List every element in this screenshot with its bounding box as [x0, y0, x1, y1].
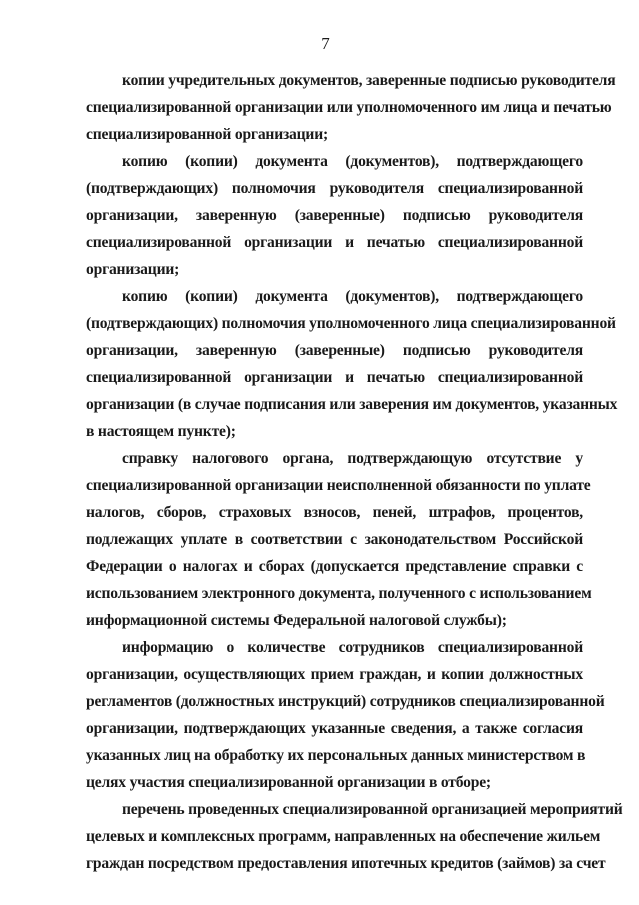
text-line: специализированной организации и печатью специализированной — [86, 369, 583, 386]
paragraph — [86, 445, 592, 634]
text-line: (подтверждающих) полномочия уполномоченного лица специализированной — [86, 315, 616, 332]
text-line: копию (копии) документа (документов), подтверждающего — [122, 153, 583, 170]
text-line: справку налогового органа, подтверждающую отсутствие у — [122, 450, 583, 467]
text-line: информационной системы Федеральной налоговой службы); — [86, 612, 507, 629]
text-line: специализированной организации или уполномоченного им лица и печатью — [86, 99, 612, 116]
text-line: (подтверждающих) полномочия руководителя специализированной — [86, 180, 583, 197]
text-line: организации (в случае подписания или заверения им документов, указанных — [86, 396, 618, 413]
text-line: использованием электронного документа, полученного с использованием — [86, 585, 592, 602]
text-line: граждан посредством предоставления ипотечных кредитов (займов) за счет — [86, 855, 606, 872]
text-line: специализированной организации; — [86, 126, 328, 143]
paragraph — [86, 283, 618, 445]
text-line: информацию о количестве сотрудников специализированной — [122, 639, 583, 656]
page-number: 7 — [321, 34, 330, 53]
text-line: Федерации о налогах и сборах (допускается представление справки с — [86, 558, 583, 575]
text-line: целях участия специализированной организации в отборе; — [86, 774, 491, 791]
text-line: копии учредительных документов, заверенные подписью руководителя — [122, 72, 616, 89]
paragraph — [86, 67, 616, 148]
paragraph — [86, 148, 583, 283]
text-line: налогов, сборов, страховых взносов, пеней, штрафов, процентов, — [86, 504, 583, 521]
text-line: в настоящем пункте); — [86, 423, 236, 440]
text-line: организации, подтверждающих указанные сведения, а также согласия — [86, 720, 583, 737]
text-line: организации; — [86, 261, 180, 278]
text-line: организации, заверенную (заверенные) подписью руководителя — [86, 342, 583, 359]
text-line: перечень проведенных специализированной организацией мероприятий — [122, 801, 623, 818]
text-line: копию (копии) документа (документов), подтверждающего — [122, 288, 583, 305]
text-line: специализированной организации и печатью специализированной — [86, 234, 583, 251]
text-line: специализированной организации неисполненной обязанности по уплате — [86, 477, 591, 494]
text-line: целевых и комплексных программ, направленных на обеспечение жильем — [86, 828, 601, 845]
text-line: регламентов (должностных инструкций) сотрудников специализированной — [86, 693, 605, 710]
paragraph — [86, 796, 623, 877]
text-line: организации, осуществляющих прием граждан, и копии должностных — [86, 666, 583, 683]
text-line: подлежащих уплате в соответствии с законодательством Российской — [86, 531, 583, 548]
text-line: организации, заверенную (заверенные) подписью руководителя — [86, 207, 583, 224]
paragraph — [86, 634, 605, 796]
text-line: указанных лиц на обработку их персональных данных министерством в — [86, 747, 586, 764]
document-body — [86, 67, 623, 877]
